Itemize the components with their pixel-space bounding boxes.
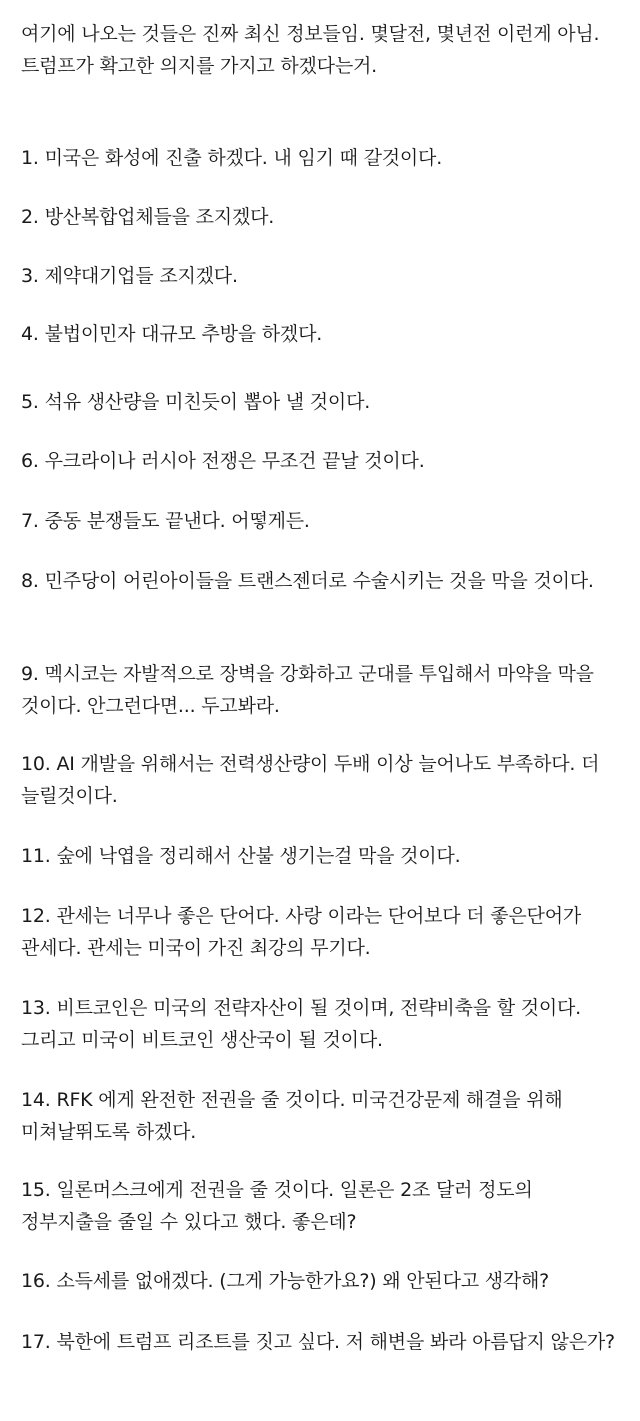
list-item: 7. 중동 분쟁들도 끝낸다. 어떻게든.	[21, 510, 310, 532]
list-item: 13. 비트코인은 미국의 전략자산이 될 것이며, 전략비축을 할 것이다. 그리고 미국이 비트코인 생산국이 될 것이다.	[21, 997, 582, 1051]
list-item: 4. 불법이민자 대규모 추방을 하겠다.	[21, 323, 323, 345]
list-item: 1. 미국은 화성에 진출 하겠다. 내 임기 때 갈것이다.	[21, 147, 443, 169]
list-item: 8. 민주당이 어린아이들을 트랜스젠더로 수술시키는 것을 막을 것이다.	[21, 570, 594, 592]
list-item: 15. 일론머스크에게 전권을 줄 것이다. 일론은 2조 달러 정도의 정부지출을 줄일 수 있다고 했다. 좋은데?	[21, 1179, 533, 1233]
list-item: 10. AI 개발을 위해서는 전력생산량이 두배 이상 늘어나도 부족하다. 더 늘릴것이다.	[21, 753, 600, 807]
list-item: 3. 제약대기업들 조지겠다.	[21, 265, 238, 287]
list-item: 5. 석유 생산량을 미친듯이 뽑아 낼 것이다.	[21, 391, 371, 413]
intro-paragraph: 여기에 나오는 것들은 진짜 최신 정보들임. 몇달전, 몇년전 이런게 아님. 트럼프가 확고한 의지를 가지고 하겠다는거.	[21, 23, 600, 77]
list-item: 2. 방산복합업체들을 조지겠다.	[21, 206, 275, 228]
list-item: 17. 북한에 트럼프 리조트를 짓고 싶다. 저 해변을 봐라 아름답지 않은가?	[21, 1331, 615, 1353]
list-item: 11. 숲에 낙엽을 정리해서 산불 생기는걸 막을 것이다.	[21, 845, 461, 867]
list-item: 16. 소득세를 없애겠다. (그게 가능한가요?) 왜 안된다고 생각해?	[21, 1270, 550, 1292]
list-item: 14. RFK 에게 완전한 전권을 줄 것이다. 미국건강문제 해결을 위해 미쳐날뛰도록 하겠다.	[21, 1089, 563, 1143]
list-item: 12. 관세는 너무나 좋은 단어다. 사랑 이라는 단어보다 더 좋은단어가 관세다. 관세는 미국이 가진 최강의 무기다.	[21, 905, 582, 959]
list-item: 6. 우크라이나 러시아 전쟁은 무조건 끝날 것이다.	[21, 450, 425, 472]
list-item: 9. 멕시코는 자발적으로 장벽을 강화하고 군대를 투입해서 마약을 막을 것이다. 안그런다면... 두고봐라.	[21, 663, 594, 717]
